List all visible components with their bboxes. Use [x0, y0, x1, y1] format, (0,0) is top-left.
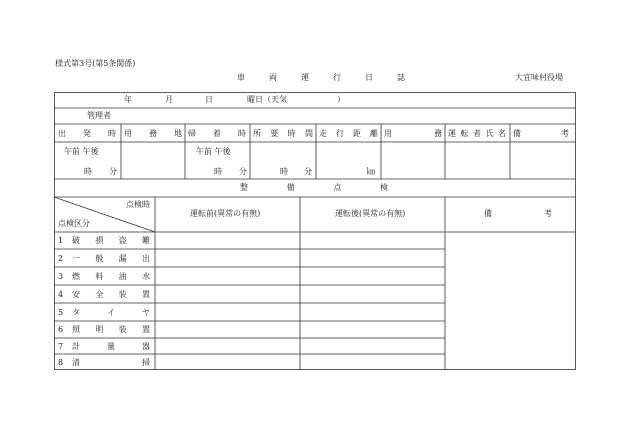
close-paren: ）	[337, 95, 345, 104]
col-driver: 運 転 者 氏 名	[448, 129, 506, 138]
diag-bottom-label: 点検区分	[58, 219, 90, 228]
col-departure: 出 発 時	[58, 129, 116, 138]
col-duration: 所 要 時 間	[253, 129, 313, 138]
departure-hour: 時	[84, 167, 92, 176]
departure-minute: 分	[109, 167, 117, 176]
item-number: 4	[58, 290, 64, 299]
title-char: 運	[301, 73, 309, 82]
item-number: 8	[58, 358, 64, 367]
title-char: 両	[269, 73, 277, 82]
col-remarks: 備 考	[513, 129, 569, 138]
year-label: 年	[124, 95, 132, 104]
maintenance-remarks-label: 備 考	[484, 209, 552, 218]
form-title	[237, 72, 429, 83]
col-purpose: 用 務	[384, 129, 442, 138]
day-label: 日	[205, 95, 213, 104]
item-label: 計 量 器	[72, 342, 150, 351]
diag-top-label: 点検時	[126, 200, 150, 209]
item-label: タ イ ヤ	[72, 308, 150, 317]
item-number: 6	[58, 325, 64, 334]
item-number: 7	[58, 342, 64, 351]
log-form-table	[54, 92, 576, 370]
item-label: 一 般 漏 出	[72, 254, 150, 263]
col-return: 帰 着 時	[188, 129, 246, 138]
weekday-weather-label: 曜日（天気	[247, 95, 287, 104]
after-driving-label: 運転後(異常の有無)	[335, 209, 406, 218]
duration-minute: 分	[304, 167, 312, 176]
col-destination: 用 務 地	[124, 129, 182, 138]
month-label: 月	[165, 95, 173, 104]
form-number: 様式第3号(第5条関係)	[55, 59, 136, 68]
departure-am-pm: 午前 午後	[64, 147, 99, 156]
manager-label: 管理者	[87, 111, 111, 120]
item-number: 2	[58, 254, 64, 263]
before-driving-label: 運転前(異常の有無)	[190, 209, 261, 218]
item-number: 5	[58, 308, 64, 317]
return-am-pm: 午前 午後	[196, 147, 231, 156]
title-char: 日	[365, 73, 373, 82]
title-char: 行	[333, 73, 341, 82]
item-label: 破 損 盗 難	[72, 236, 150, 245]
return-hour: 時	[214, 167, 222, 176]
item-label: 照 明 装 置	[72, 325, 150, 334]
distance-km: ㎞	[367, 167, 375, 176]
office-name: 大宜味村役場	[515, 73, 563, 82]
item-label: 清 掃	[72, 358, 150, 367]
duration-hour: 時	[280, 167, 288, 176]
maintenance-title: 整 備 点 検	[240, 183, 388, 192]
col-distance: 走 行 距 離	[319, 129, 378, 138]
item-number: 3	[58, 272, 64, 281]
title-char: 誌	[397, 73, 405, 82]
item-number: 1	[58, 236, 64, 245]
return-minute: 分	[239, 167, 247, 176]
item-label: 燃 料 油 水	[72, 272, 150, 281]
title-char: 車	[237, 73, 245, 82]
item-label: 安 全 装 置	[72, 290, 150, 299]
